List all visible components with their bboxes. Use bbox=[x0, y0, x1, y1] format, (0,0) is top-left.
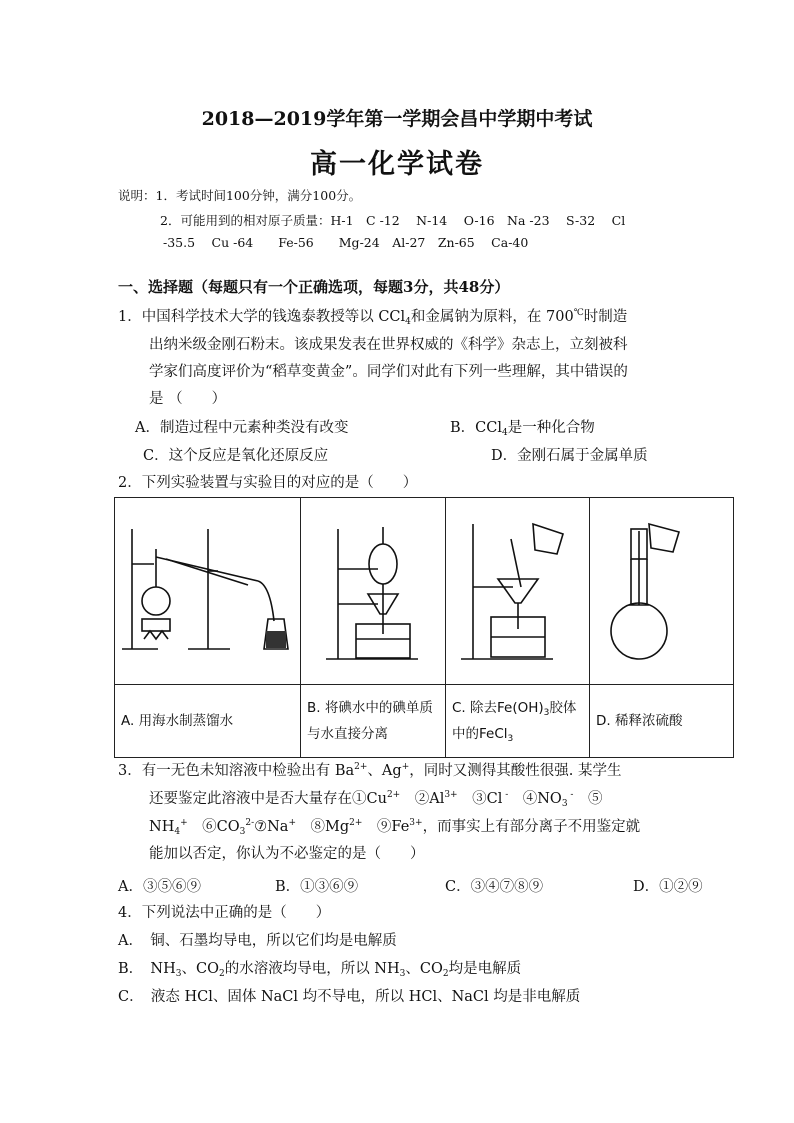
q3-option-b: B．①③⑥⑨ bbox=[275, 879, 359, 895]
q4-option-c: C． 液态 HCl、固体 NaCl 均不导电，所以 HCl、NaCl 均是非电解质 bbox=[118, 989, 581, 1005]
distillation-apparatus-cell bbox=[115, 498, 301, 685]
q3-option-a: A．③⑤⑥⑨ bbox=[118, 879, 201, 895]
separatory-funnel-cell bbox=[301, 498, 446, 685]
q2-stem: 2．下列实验装置与实验目的对应的是（ ） bbox=[118, 475, 418, 491]
note-line-2: 2．可能用到的相对原子质量：H-1 C -12 N-14 O-16 Na -23 S-32 Cl bbox=[160, 213, 626, 228]
q1-line-2: 出纳米级金刚石粉末。该成果发表在世界权威的《科学》杂志上，立刻被科 bbox=[149, 337, 628, 353]
option-d-label: D. 稀释浓硫酸 bbox=[590, 685, 734, 758]
q3-line-1: 3．有一无色未知溶液中检验出有 $Ba^{2+}$、Ag+，同时又测得其酸性很强. 某学生 bbox=[118, 762, 622, 779]
q3-option-c: C．③④⑦⑧⑨ bbox=[445, 879, 544, 895]
q4-stem: 4．下列说法中正确的是（ ） bbox=[118, 905, 331, 921]
q4-option-a: A． 铜、石墨均导电，所以它们均是电解质 bbox=[118, 933, 397, 949]
q1-option-b: B．CCl$_4$是一种化合物 bbox=[450, 420, 595, 438]
paper-title: 高一化学试卷 bbox=[310, 149, 484, 180]
section-heading: 一、选择题（每题只有一个正确选项，每题3分，共48分） bbox=[118, 278, 510, 296]
q4-option-b: B． $NH_3$、$CO_2$的水溶液均导电，所以 $NH_3$、$CO_2$均是电解质 bbox=[118, 961, 522, 979]
note-line-3: -35.5 Cu -64 Fe-56 Mg-24 Al-27 Zn-65 Ca-40 bbox=[163, 235, 529, 250]
q3-line-4: 能加以否定，你认为不必鉴定的是（ ） bbox=[149, 846, 425, 862]
option-c-label: C. 除去$Fe(OH)_3$胶体中的FeCl$_3$ bbox=[446, 685, 590, 758]
option-b-label: B. 将碘水中的碘单质与水直接分离 bbox=[301, 685, 446, 758]
q1-option-a: A．制造过程中元素种类没有改变 bbox=[135, 420, 349, 436]
q3-line-2: 还要鉴定此溶液中是否大量存在$①Cu^{2+}$ $②Al^{3+}$ ③Cl - $④NO_3$ - ⑤ bbox=[149, 790, 603, 809]
distillation-apparatus-image bbox=[118, 519, 298, 659]
note-line-1: 说明：1．考试时间100分钟，满分100分。 bbox=[118, 188, 362, 203]
q1-option-c: C．这个反应是氧化还原反应 bbox=[143, 448, 329, 464]
exam-title: 2018—2019学年第一学期会昌中学期中考试 bbox=[201, 108, 593, 130]
apparatus-table bbox=[114, 497, 734, 758]
q1-line-4: 是 （ ） bbox=[149, 391, 227, 407]
option-a-label: A. 用海水制蒸馏水 bbox=[115, 685, 301, 758]
filtration-apparatus-cell bbox=[446, 498, 590, 685]
filtration-apparatus-image bbox=[453, 509, 583, 669]
q1-line-3: 学家们高度评价为“稻草变黄金”。同学们对此有下列一些理解，其中错误的 bbox=[149, 364, 628, 380]
q3-line-3: $NH_4^+$ $⑥CO_3^{2-}⑦Na^+$ $⑧Mg^{2+}$ $⑨Fe^{3+}$，而事实上有部分离子不用鉴定就 bbox=[149, 818, 641, 837]
dilution-apparatus-cell bbox=[590, 498, 734, 685]
q1-option-d: D．金刚石属于金属单质 bbox=[491, 448, 648, 464]
q1-line-1: 1．中国科学技术大学的钱逸泰教授等以 CCl$_4$和金属钠为原料，在 700℃时制造 bbox=[118, 308, 628, 327]
separatory-funnel-image bbox=[308, 509, 438, 669]
volumetric-flask-image bbox=[597, 509, 727, 669]
q3-option-d: D．①②⑨ bbox=[633, 879, 703, 895]
